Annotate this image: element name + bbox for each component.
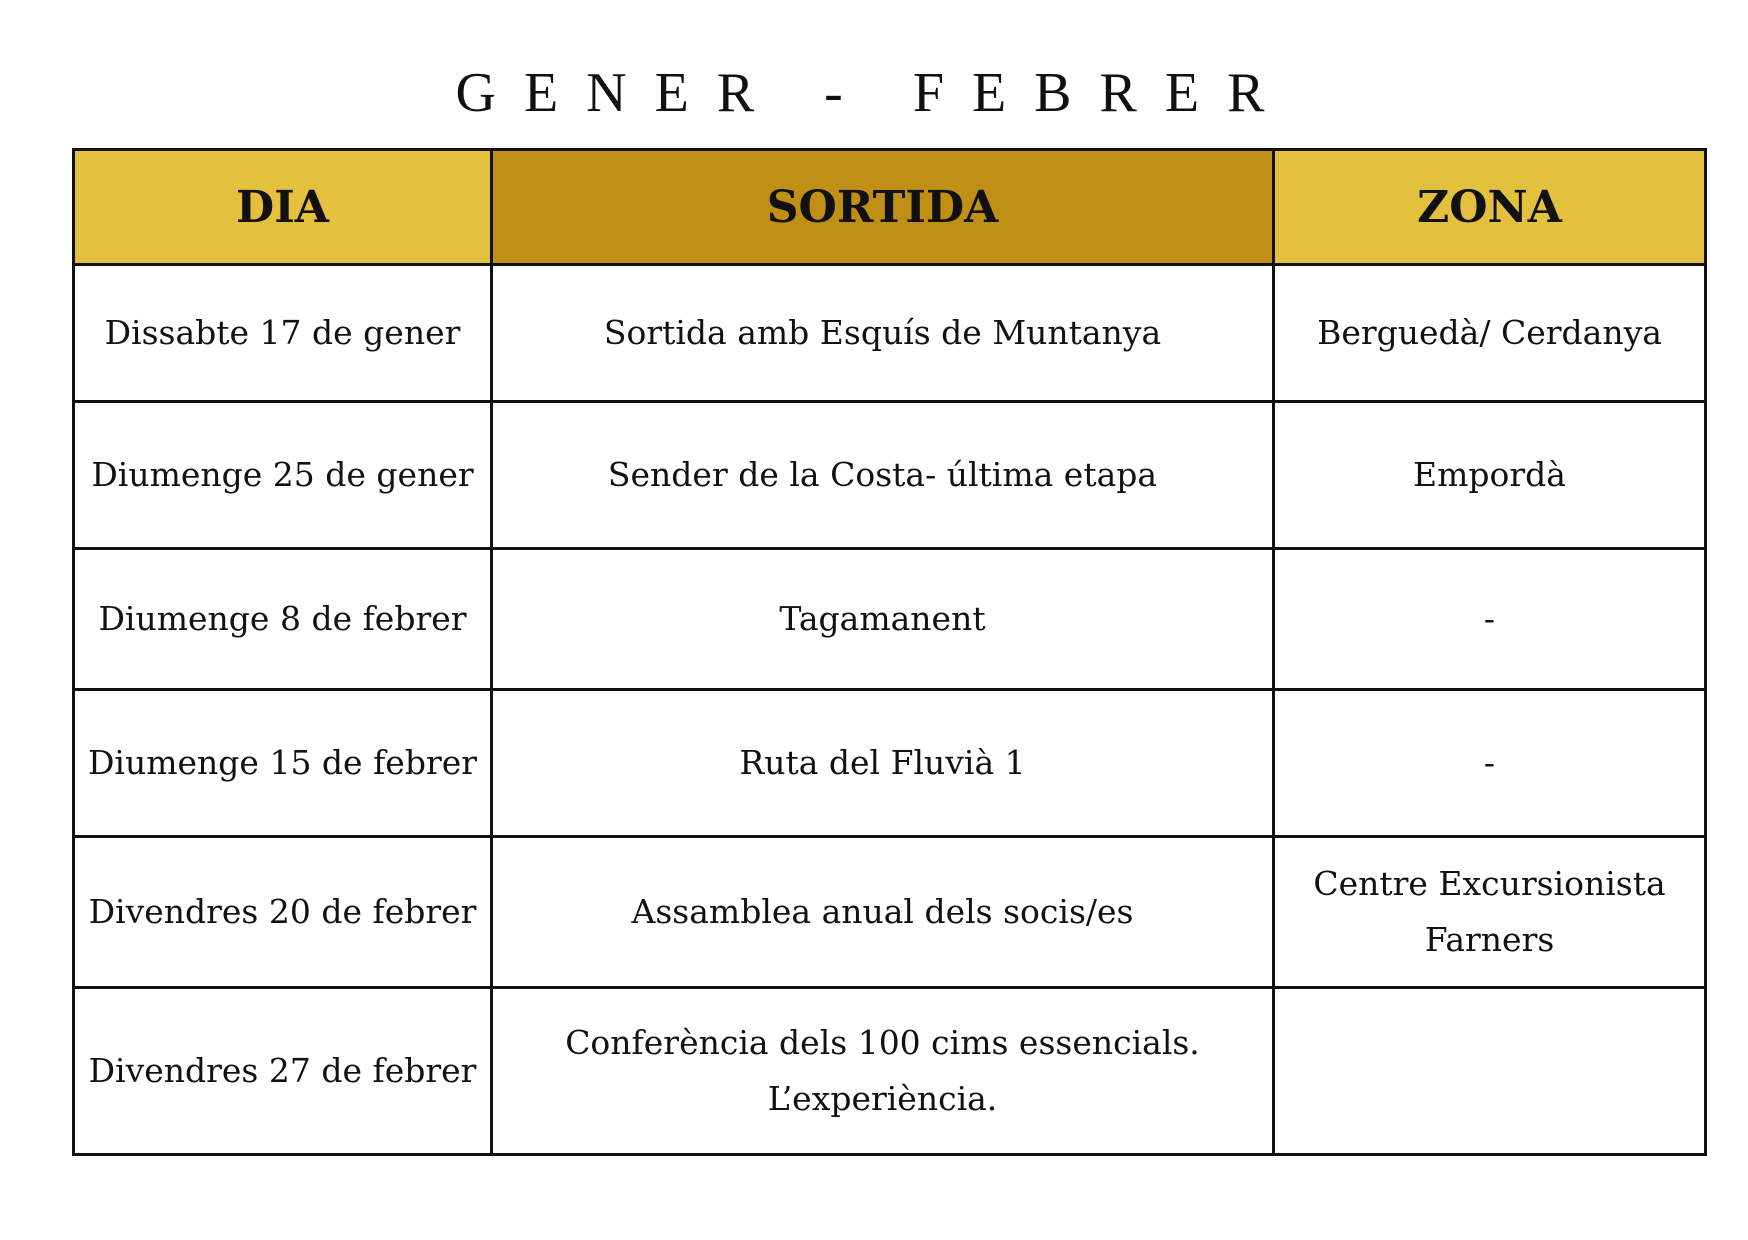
dia-cell: Dissabte 17 de gener <box>74 265 492 402</box>
schedule-table <box>72 148 1707 1156</box>
dia-cell: Diumenge 8 de febrer <box>74 549 492 690</box>
table-row <box>74 265 1706 402</box>
zona-cell: Empordà <box>1274 402 1706 549</box>
sortida-cell: Sender de la Costa- última etapa <box>492 402 1274 549</box>
zona-cell: Centre Excursionista Farners <box>1274 837 1706 988</box>
dia-cell: Diumenge 25 de gener <box>74 402 492 549</box>
zona-cell <box>1274 988 1706 1155</box>
table-header-row <box>74 150 1706 265</box>
column-header-sortida: SORTIDA <box>492 150 1274 265</box>
page-title: GENER - FEBRER <box>455 62 1293 124</box>
table-row <box>74 690 1706 837</box>
table-row <box>74 988 1706 1155</box>
table-row <box>74 402 1706 549</box>
sortida-cell: Ruta del Fluvià 1 <box>492 690 1274 837</box>
zona-cell: - <box>1274 690 1706 837</box>
column-header-dia: DIA <box>74 150 492 265</box>
zona-cell: - <box>1274 549 1706 690</box>
column-header-zona: ZONA <box>1274 150 1706 265</box>
sortida-cell: Assamblea anual dels socis/es <box>492 837 1274 988</box>
dia-cell: Diumenge 15 de febrer <box>74 690 492 837</box>
zona-cell: Berguedà/ Cerdanya <box>1274 265 1706 402</box>
sortida-cell: Tagamanent <box>492 549 1274 690</box>
sortida-cell: Sortida amb Esquís de Muntanya <box>492 265 1274 402</box>
dia-cell: Divendres 27 de febrer <box>74 988 492 1155</box>
dia-cell: Divendres 20 de febrer <box>74 837 492 988</box>
sortida-cell: Conferència dels 100 cims essencials. L’experiència. <box>492 988 1274 1155</box>
table-row <box>74 837 1706 988</box>
table-row <box>74 549 1706 690</box>
